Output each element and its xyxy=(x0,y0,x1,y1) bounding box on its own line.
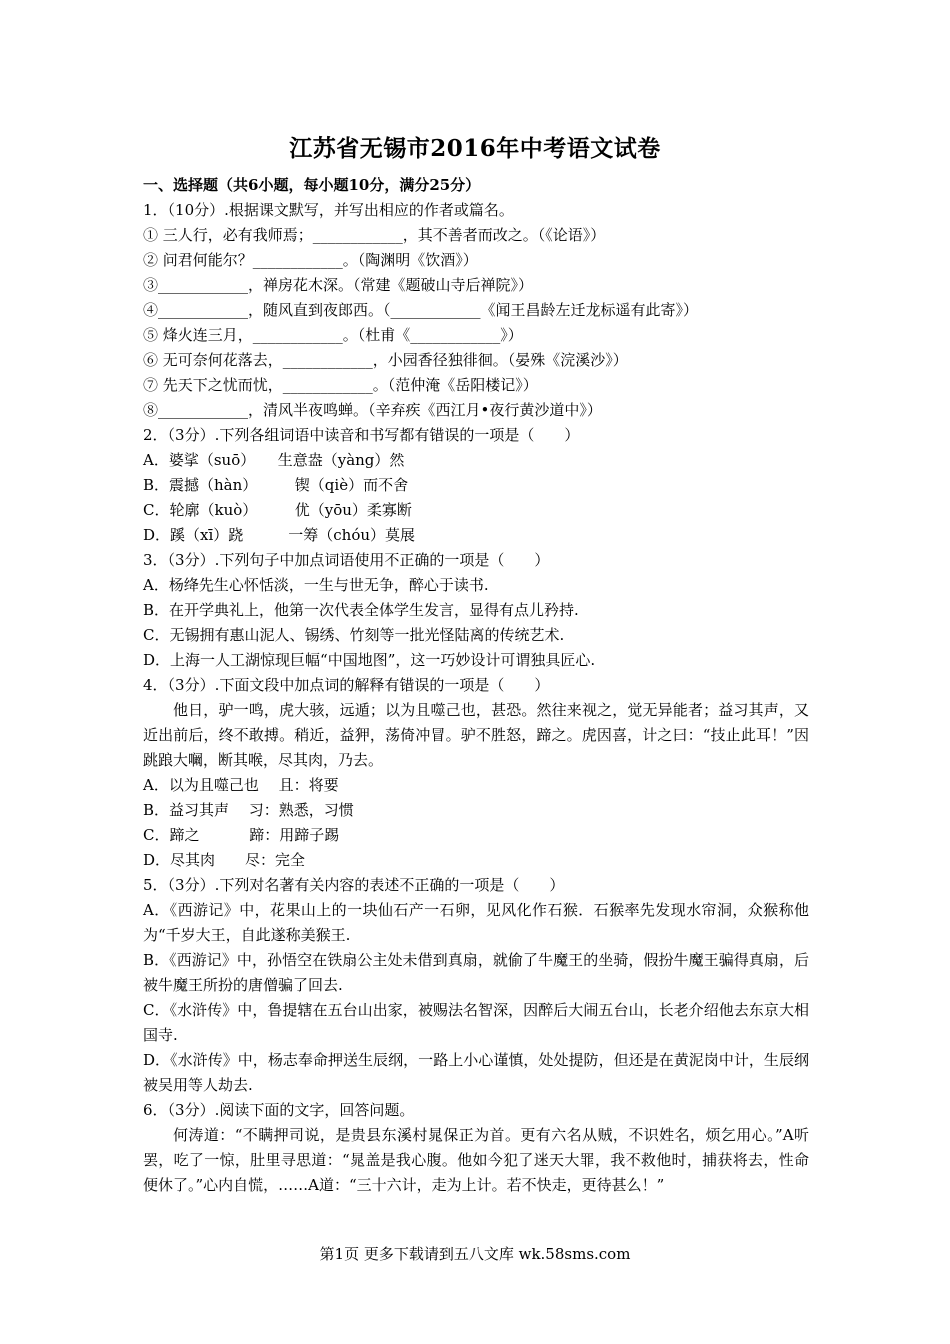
page-footer: 第1页 更多下载请到五八文库 wk.58sms.com xyxy=(319,1245,631,1263)
q2-option-a: A．婆挲（suō） 生意盎（yàng）然 xyxy=(143,451,405,469)
q1-line-3: ③____________，禅房花木深。（常建《题破山寺后禅院》） xyxy=(143,276,534,294)
question-5-stem: 5．（3分）.下列对名著有关内容的表述不正确的一项是（ ） xyxy=(143,876,565,894)
q2-option-d: D．蹊（xī）跷 一筹（chóu）莫展 xyxy=(143,526,416,544)
q1-line-2: ② 问君何能尔？____________。（陶渊明《饮酒》） xyxy=(143,251,478,269)
q6-passage: 何涛道：“不瞒押司说，是贵县东溪村晁保正为首。更有六名从贼，不识姓名，烦乞用心。”A听罢，吃了一惊，肚里寻思道：“晁盖是我心腹。他如今犯了迷天大罪，我不救他时，捕获将去，性命便休了。”心内自慌，……A道：“三十六计，走为上计。若不快走，更待甚么！” xyxy=(143,1126,809,1194)
q1-line-4: ④____________，随风直到夜郎西。（____________《闻王昌龄左迁龙标遥有此寄》） xyxy=(143,301,699,319)
q4-option-b: B．益习其声 习：熟悉，习惯 xyxy=(143,801,354,819)
q2-option-c: C．轮廓（kuò） 优（yōu）柔寡断 xyxy=(143,501,412,519)
q3-option-d: D．上海一人工湖惊现巨幅“中国地图”，这一巧妙设计可谓独具匠心. xyxy=(143,651,596,669)
question-6-stem: 6．（3分）.阅读下面的文字，回答问题。 xyxy=(143,1101,415,1119)
q1-line-1: ① 三人行，必有我师焉；____________，其不善者而改之。（《论语》） xyxy=(143,226,606,244)
q3-option-a: A．杨绛先生心怀恬淡，一生与世无争，醉心于读书. xyxy=(143,576,489,594)
q3-option-c: C．无锡拥有惠山泥人、锡绣、竹刻等一批光怪陆离的传统艺术. xyxy=(143,626,565,644)
q4-option-a: A．以为且噬己也 且：将要 xyxy=(143,776,339,794)
q1-line-8: ⑧____________，清风半夜鸣蝉。（辛弃疾《西江月•夜行黄沙道中》） xyxy=(143,401,602,419)
section-heading: 一、选择题（共6小题，每小题10分，满分25分） xyxy=(143,176,481,194)
page-title: 江苏省无锡市2016年中考语文试卷 xyxy=(289,135,661,162)
question-3-stem: 3．（3分）.下列句子中加点词语使用不正确的一项是（ ） xyxy=(143,551,550,569)
q1-line-7: ⑦ 先天下之忧而忧，____________。（范仲淹《岳阳楼记》） xyxy=(143,376,538,394)
q4-option-d: D．尽其肉 尽：完全 xyxy=(143,851,306,869)
q1-line-5: ⑤ 烽火连三月，____________。（杜甫《____________》） xyxy=(143,326,523,344)
q2-option-b: B．震撼（hàn） 锲（qiè）而不舍 xyxy=(143,476,409,494)
q5-option-a: A．《西游记》中，花果山上的一块仙石产一石卵，见风化作石猴．石猴率先发现水帘洞，众猴称他为“千岁大王，自此遂称美猴王. xyxy=(143,901,809,944)
q1-line-6: ⑥ 无可奈何花落去，____________，小园香径独徘徊。（晏殊《浣溪沙》） xyxy=(143,351,628,369)
q5-option-d: D．《水浒传》中，杨志奉命押送生辰纲，一路上小心谨慎，处处提防，但还是在黄泥岗中计，生辰纲被吴用等人劫去. xyxy=(143,1051,809,1094)
q3-option-b: B．在开学典礼上，他第一次代表全体学生发言，显得有点儿矜持. xyxy=(143,601,579,619)
q4-passage: 他日，驴一鸣，虎大骇，远遁；以为且噬己也，甚恐。然往来视之，觉无异能者；益习其声，又近出前后，终不敢搏。稍近，益狎，荡倚冲冒。驴不胜怒，蹄之。虎因喜，计之曰：“技止此耳！”因跳踉大㘎，断其喉，尽其肉，乃去。 xyxy=(143,701,809,769)
q5-option-c: C．《水浒传》中，鲁提辖在五台山出家，被赐法名智深，因醉后大闹五台山，长老介绍他去东京大相国寺. xyxy=(143,1001,809,1044)
q5-option-b: B．《西游记》中，孙悟空在铁扇公主处未借到真扇，就偷了牛魔王的坐骑，假扮牛魔王骗得真扇，后被牛魔王所扮的唐僧骗了回去. xyxy=(143,951,809,994)
q4-option-c: C．蹄之 蹄：用蹄子踢 xyxy=(143,826,340,844)
question-2-stem: 2．（3分）.下列各组词语中读音和书写都有错误的一项是（ ） xyxy=(143,426,580,444)
question-1-stem: 1．（10分）.根据课文默写，并写出相应的作者或篇名。 xyxy=(143,201,514,219)
exam-content xyxy=(143,173,809,1198)
question-4-stem: 4．（3分）.下面文段中加点词的解释有错误的一项是（ ） xyxy=(143,676,550,694)
